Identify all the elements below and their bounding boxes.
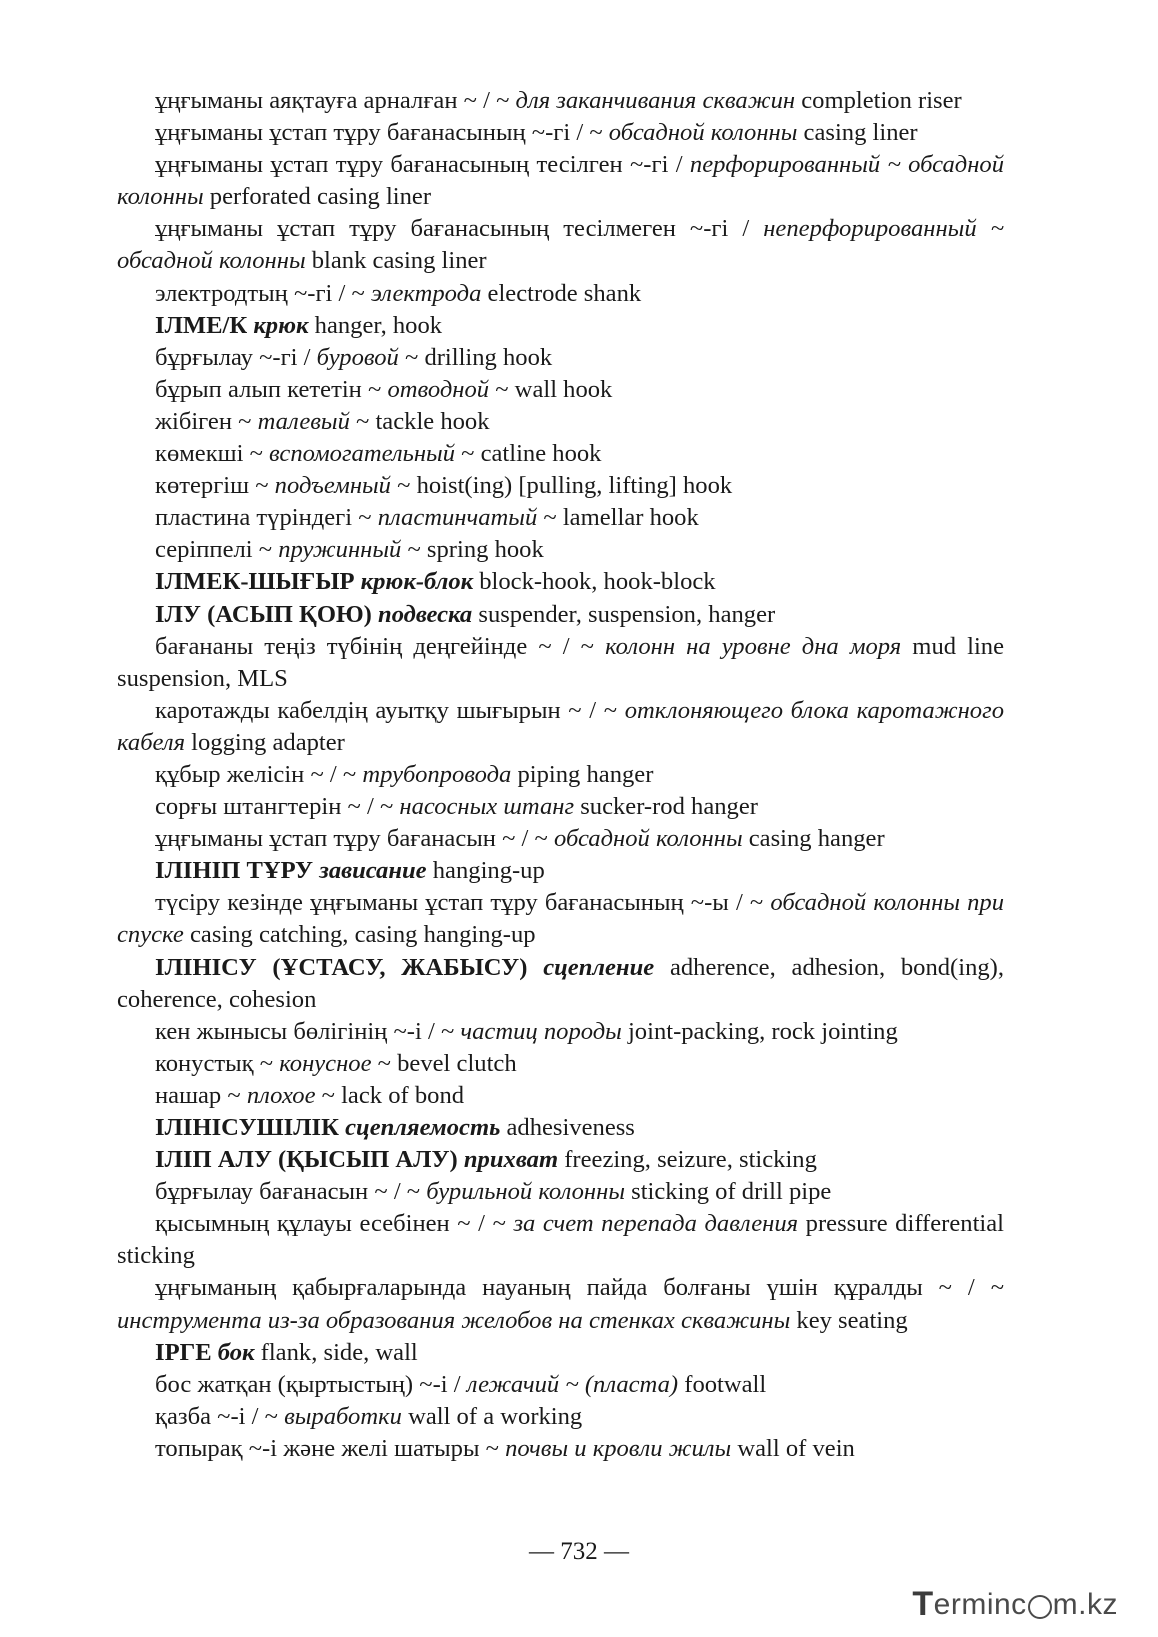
entry-headword: ІЛІНІП ТҰРУ [155, 857, 320, 885]
entry-text: ~ spring hook [401, 536, 544, 564]
dictionary-entry [117, 213, 1004, 277]
dictionary-entry [117, 438, 1004, 470]
entry-russian-term: бурильной колонны [426, 1178, 625, 1206]
entry-headword-russian: сцепляемость [345, 1114, 501, 1141]
entry-text: пластина түріндегі ~ [155, 504, 378, 532]
entry-list [117, 85, 1004, 1465]
entry-text: бұрып алып кететін ~ [155, 375, 388, 403]
entry-text: casing catching, casing hanging-up [183, 921, 536, 949]
entry-text: топырақ ~-і және желі шатыры ~ [155, 1434, 506, 1462]
dictionary-entry [117, 631, 1004, 695]
dictionary-entry [117, 1080, 1004, 1112]
entry-text: suspender, suspension, hanger [472, 600, 776, 628]
entry-text: ~ hoist(ing) [pulling, lifting] hook [390, 472, 733, 500]
dictionary-entry [117, 117, 1004, 149]
entry-russian-term: трубопровода [362, 760, 512, 788]
dictionary-entry [117, 310, 1004, 342]
entry-text: piping hanger [511, 760, 654, 788]
entry-russian-term: пружинный [278, 536, 402, 564]
entry-text: freezing, seizure, sticking [558, 1146, 817, 1174]
entry-text: бос жатқан (қыртыстың) ~-і / [155, 1370, 467, 1398]
entry-russian-term: подъемный [274, 472, 391, 500]
logo-text: erminc [933, 1587, 1027, 1621]
entry-text: көтергіш ~ [155, 472, 275, 500]
dictionary-entry [117, 599, 1004, 631]
entry-text: көмекші ~ [155, 440, 270, 468]
entry-headword-russian: зависание [319, 857, 427, 885]
entry-text: ұңғыманы ұстап тұру бағанасын ~ / ~ [155, 825, 554, 853]
dictionary-entry [117, 1016, 1004, 1048]
entry-text: бұрғылау ~-гі / [155, 343, 317, 371]
entry-text: каротажды кабелдің ауытқу шығырын ~ / ~ [155, 696, 625, 724]
entry-russian-term: буровой [316, 343, 399, 371]
entry-headword-russian: бок [217, 1338, 255, 1366]
entry-text: ~ tackle hook [349, 407, 490, 435]
entry-russian-term: выработки [284, 1402, 402, 1430]
entry-text: adherence, adhesion, bond(ing), coherence, cohesion [117, 953, 1005, 1013]
entry-text: sucker-rod hanger [574, 793, 758, 821]
dictionary-entry [117, 406, 1004, 438]
dictionary-entry [117, 534, 1004, 566]
entry-text: key seating [790, 1306, 908, 1334]
entry-russian-term: почвы и кровли жилы [505, 1434, 732, 1462]
entry-russian-term: частиц породы [460, 1017, 622, 1045]
entry-text: wall of a working [401, 1402, 583, 1430]
entry-russian-term: пластинчатый [377, 504, 538, 532]
entry-headword-russian: прихват [463, 1146, 559, 1174]
entry-russian-term: обсадной колонны при спуске [117, 889, 1005, 949]
entry-text: түсіру кезінде ұңғыманы ұстап тұру бағанасының ~-ы / ~ [155, 889, 771, 917]
entry-russian-term: перфорированный ~ обсадной колонны [117, 151, 1004, 211]
dictionary-entry [117, 823, 1004, 855]
entry-headword: ІЛІНІСУШІЛІК [155, 1114, 346, 1141]
entry-russian-term: колонн на уровне дна моря [605, 632, 902, 660]
entry-text: ұңғыманы ұстап тұру бағанасының ~-гі / ~ [155, 119, 609, 147]
entry-text: ~ drilling hook [398, 343, 553, 371]
entry-text: casing liner [797, 119, 918, 147]
entry-headword-russian: крюк [253, 311, 309, 339]
dictionary-entry [117, 1048, 1004, 1080]
entry-text: hanging-up [426, 857, 545, 885]
dictionary-entry [117, 855, 1004, 887]
entry-text: электродтың ~-гі / ~ [155, 279, 371, 307]
dictionary-entry [117, 342, 1004, 374]
entry-russian-term: лежачий ~ (пласта) [466, 1370, 679, 1398]
entry-text: кен жынысы бөлігінің ~-і / ~ [155, 1017, 461, 1045]
entry-text: footwall [678, 1370, 767, 1398]
dictionary-entry [117, 374, 1004, 406]
entry-text: ~ lack of bond [315, 1081, 465, 1109]
entry-text: құбыр желісін ~ / ~ [155, 760, 363, 788]
dictionary-entry [117, 952, 1004, 1016]
entry-text: ~ lamellar hook [537, 504, 699, 532]
entry-text: pressure differential sticking [117, 1210, 1004, 1270]
entry-text: ~ wall hook [489, 375, 613, 403]
dictionary-entry [117, 1208, 1004, 1272]
entry-headword-russian: крюк-блок [360, 568, 474, 596]
entry-russian-term: талевый [257, 407, 350, 435]
dictionary-entry [117, 1112, 1004, 1144]
site-logo [912, 1585, 1118, 1624]
entry-text: ~ catline hook [455, 440, 602, 468]
entry-text: серіппелі ~ [155, 536, 279, 564]
entry-text: wall of vein [731, 1434, 855, 1462]
dictionary-entry [117, 759, 1004, 791]
entry-russian-term: инструмента из-за образования желобов на стенках скважины [117, 1306, 791, 1334]
dictionary-entry [117, 502, 1004, 534]
entry-text: қысымның құлауы есебінен ~ / ~ [155, 1210, 514, 1238]
entry-text: ұңғыманы ұстап тұру бағанасының тесілген ~-гі / [155, 151, 690, 179]
entry-text: жібіген ~ [155, 407, 258, 435]
dictionary-entry [117, 1433, 1004, 1465]
entry-text: flank, side, wall [254, 1338, 418, 1366]
entry-russian-term: электрода [370, 279, 482, 307]
entry-russian-term: обсадной колонны [554, 825, 743, 853]
entry-headword: ІЛІП АЛУ (ҚЫСЫП АЛУ) [155, 1146, 464, 1174]
entry-russian-term: за счет перепада давления [513, 1210, 799, 1238]
entry-russian-term: плохое [246, 1081, 316, 1109]
dictionary-entry [117, 695, 1004, 759]
entry-text: бағананы теңіз түбінің деңгейінде ~ / ~ [155, 632, 606, 660]
entry-text: blank casing liner [305, 247, 487, 275]
entry-text: нашар ~ [155, 1081, 247, 1109]
logo-letter-t: T [912, 1585, 934, 1623]
entry-text: joint-packing, rock jointing [621, 1017, 898, 1045]
entry-russian-term: неперфорированный ~ обсадной колонны [117, 215, 1004, 275]
dictionary-entry [117, 149, 1004, 213]
entry-headword: ІЛУ (АСЫП ҚОЮ) [155, 600, 379, 628]
entry-headword: ІЛМЕ/К [155, 311, 254, 339]
entry-text: бұрғылау бағанасын ~ / ~ [155, 1178, 427, 1206]
dictionary-entry [117, 791, 1004, 823]
entry-text: ұңғыманы аяқтауға арналған ~ / ~ [155, 87, 516, 114]
entry-russian-term: насосных штанг [399, 793, 575, 821]
entry-russian-term: вспомогательный [269, 440, 455, 468]
entry-text: конустық ~ [155, 1049, 280, 1077]
logo-domain: m.kz [1052, 1587, 1118, 1621]
entry-text: сорғы штангтерін ~ / ~ [155, 793, 400, 821]
dictionary-entry [117, 1401, 1004, 1433]
entry-text: electrode shank [481, 279, 642, 307]
dictionary-entry [117, 566, 1004, 598]
entry-headword-russian: подвеска [378, 600, 473, 628]
dictionary-entry [117, 1369, 1004, 1401]
entry-text: perforated casing liner [203, 183, 432, 211]
entry-headword: ІЛМЕК-ШЫҒЫР [155, 568, 361, 596]
entry-text: mud line suspension, MLS [117, 632, 1005, 692]
dictionary-entry [117, 1176, 1004, 1208]
dictionary-entry [117, 278, 1004, 310]
entry-headword: ІЛІНІСУ (ҰСТАСУ, ЖАБЫСУ) [155, 953, 544, 981]
entry-russian-term: отклоняющего блока каротажного кабеля [117, 696, 1004, 756]
entry-text: casing hanger [742, 825, 885, 853]
dictionary-entry [117, 1272, 1004, 1336]
dictionary-entry [117, 85, 1004, 117]
entry-text: қазба ~-і / ~ [155, 1402, 285, 1430]
entry-headword: ІРГЕ [155, 1338, 218, 1366]
dictionary-entry [117, 470, 1004, 502]
page-number: — 732 — [529, 1538, 629, 1565]
entry-russian-term: обсадной колонны [608, 119, 798, 147]
entry-russian-term: конусное [279, 1049, 372, 1077]
entry-text: ұңғыманың қабырғаларында науаның пайда болғаны үшін құралды ~ / ~ [155, 1274, 1004, 1302]
entry-text: sticking of drill pipe [625, 1178, 832, 1206]
dictionary-entry [117, 1337, 1004, 1369]
logo-circle-icon [1028, 1595, 1052, 1619]
dictionary-entry [117, 1144, 1004, 1176]
entry-headword-russian: сцепление [543, 953, 655, 981]
entry-text: completion riser [795, 87, 962, 114]
entry-text: block-hook, hook-block [473, 568, 716, 596]
entry-text: logging adapter [185, 728, 345, 756]
dictionary-entry [117, 887, 1004, 951]
entry-text: ұңғыманы ұстап тұру бағанасының тесілмеген ~-гі / [155, 215, 764, 243]
entry-text: hanger, hook [308, 311, 443, 339]
entry-russian-term: для заканчивания скважин [515, 87, 796, 114]
entry-text: adhesiveness [500, 1114, 635, 1141]
entry-text: ~ bevel clutch [371, 1049, 517, 1077]
entry-russian-term: отводной [387, 375, 490, 403]
